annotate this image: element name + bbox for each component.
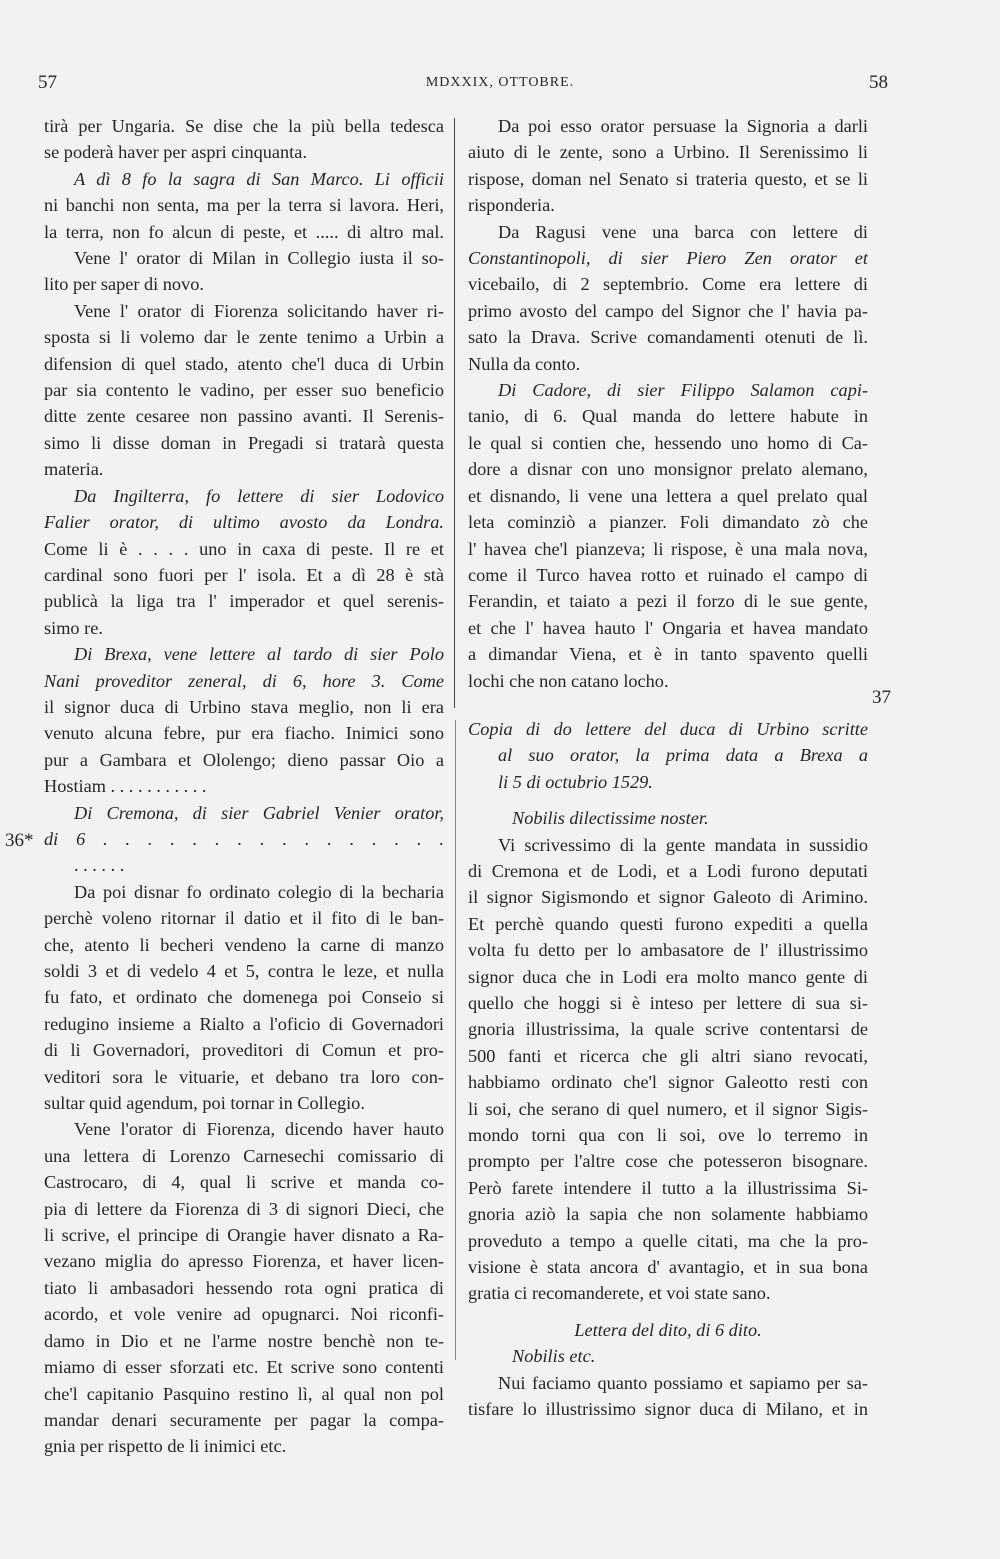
margin-note-left: 36* [5,830,34,851]
text-line: damo in Dio et ne l'arme nostre benchè non te- [44,1330,444,1351]
text-line: li soi, che serano di quel numero, et il signor Sigis- [468,1098,868,1119]
text-line: Da poi esso orator persuase la Signoria a darli [498,116,868,136]
text-line: il signor duca di Urbino stava meglio, non li era [44,696,444,717]
text-line: se poderà haver per aspri cinquanta. [44,142,307,163]
text-line: vicebailo, di 2 septembrio. Come era lettere di [468,274,868,295]
right-column [468,113,868,1423]
text-line: gnia per rispetto de li inimici etc. [44,1436,287,1457]
text-line: acordo, et vole venire ad opugnarci. Noi riconfi- [44,1304,444,1325]
text-line: Vi scrivessimo di la gente mandata in sussidio [498,834,868,855]
text-line: 500 fanti et ricerca che gli altri siano revocati, [468,1045,868,1066]
margin-note-right: 37 [872,687,891,708]
text-line: le qual si contien che, hessendo uno homo di Ca- [468,432,868,453]
text-line: pia di lettere da Fiorenza di 3 di signori Dieci, che [44,1198,444,1219]
text-line: Da Ingilterra, fo lettere di sier Lodovico [74,485,444,506]
text-line: simo li disse doman in Pregadi si tratarà questa [44,432,444,453]
text-line: il signor Sigismondo et signor Galeoto di Arimino. [468,887,868,908]
text-line: visione è stata ancora d' avantagio, et in sua bona [468,1257,868,1278]
text-line: Vene l' orator di Milan in Collegio iusta il so- [74,248,444,269]
text-line: rispose, doman nel Senato si trateria questo, et se li [468,168,868,189]
text-line: Constantinopoli, di sier Piero Zen orator et [468,248,868,269]
text-line: la terra, non fo alcun di peste, et ..... di altro mal. [44,221,444,242]
running-title: MDXXIX, OTTOBRE. [425,75,575,90]
text-line: redugino insieme a Rialto a l'oficio di Governadori [44,1013,444,1034]
text-line: Nui faciamo quanto possiamo et sapiamo per sa- [498,1372,868,1393]
text-line: primo avosto del campo del Signor che l' havia pa- [468,300,868,321]
text-line: Nulla da conto. [468,353,581,374]
text-line: Copia di do lettere del duca di Urbino scritte [468,718,868,739]
text-line: prompto per l'altre cose che potesseron bisognare. [468,1151,868,1172]
text-line: li scrive, el principe di Orangie haver disnato a Ra- [44,1225,444,1246]
text-line: di li Governadori, proveditori di Comun et pro- [44,1040,444,1061]
text-line: miamo di esser sforzati etc. Et scrive sono contenti [44,1357,444,1378]
text-line: Nobilis etc. [512,1346,596,1367]
text-line: risponderia. [468,195,555,216]
text-line: una lettera di Lorenzo Carnesechi comissario di [44,1145,444,1166]
text-line: Di Brexa, vene lettere al tardo di sier Polo [74,644,444,665]
text-line: tiato li ambasadori hessendo rota ogni pratica di [44,1277,444,1298]
text-line: habbiamo ordinato che'l signor Galeotto resti con [468,1072,868,1093]
text-line: et disnando, li vene una lettera a quel prelato qual [468,485,868,506]
text-line: sato la Drava. Scrive comandamenti otenuti de lì. [468,327,868,348]
text-line: di 6 . . . . . . . . . . . . . . . . [44,828,444,849]
text-line: par sia contento le vadino, per esser suo beneficio [44,380,444,401]
text-line: sposta si li volemo dar le zente tenimo a Urbin a [44,327,444,348]
text-line: dore a disnar con uno monsignor prelato alemano, [468,459,868,480]
text-line: . . . . . . [74,855,125,876]
text-line: gnoria aziò la sapia che non solamente habbiamo [468,1204,868,1225]
text-line: li 5 di octubrio 1529. [498,771,653,792]
text-line: soldi 3 et di vedelo 4 et 5, contra le leze, et nulla [44,961,444,981]
text-line: volta fu detto per lo ambasatore de l' illustrissimo [468,940,868,961]
text-line: Vene l' orator di Fiorenza solicitando haver ri- [74,300,444,321]
column-divider [454,118,455,708]
text-line: a dimandar Viena, et è in tanto spavento quelli [468,644,868,665]
text-line: ditte zente cesaree non passino avanti. Il Serenis- [44,406,444,427]
spacer [468,694,868,716]
text-line: quello che hoggi si è inteso per lettere di sua si- [468,993,868,1013]
text-line: Hostiam . . . . . . . . . . . [44,776,207,797]
text-line: veditori sora le vituarie, et debano tra loro con- [44,1066,444,1087]
text-line: Di Cadore, di sier Filippo Salamon capi- [498,380,868,401]
text-line: difension di quel stado, atento che'l duca di Urbin [44,353,444,374]
text-line: Ferandin, et taiato a pezi il forzo di le sue gente, [468,591,868,612]
text-line: venuto alcuna febre, pur era fiacho. Inimici sono [44,723,444,744]
page-header [0,72,1000,100]
text-line: Però farete intendere il tutto a la illustrissima Si- [468,1177,868,1198]
text-line: lito per saper di novo. [44,274,204,295]
page-number-right: 58 [869,72,888,93]
text-line: aiuto di le zente, sono a Urbino. Il Serenissimo li [468,142,868,163]
text-line: materia. [44,459,104,480]
text-line: che, atento li becheri vendeno la carne di manzo [44,934,444,955]
left-column [44,113,444,1460]
text-line: publicà la liga tra l' imperador et quel serenis- [44,591,444,612]
text-line: Nobilis dilectissime noster. [512,808,709,829]
text-line: ni banchi non senta, ma per la terra si lavora. Heri, [44,195,444,216]
text-line: tanio, di 6. Qual manda do lettere habute in [468,406,868,427]
text-line: cardinal sono fuori per l' isola. Et a dì 28 è stà [44,564,444,585]
text-line: sultar quid agendum, poi tornar in Collegio. [44,1093,365,1114]
text-line: Di Cremona, di sier Gabriel Venier orator, [74,802,444,823]
text-line: pur a Gambara et Ololengo; dieno passar Oio a [44,749,444,770]
text-line: che'l capitanio Pasquino restino lì, al qual non pol [44,1383,444,1404]
spacer [468,795,868,805]
text-line: fu fato, et ordinato che domenega poi Conseio si [44,987,444,1008]
text-line: vezano miglia do apresso Fiorenza, et haver licen- [44,1251,444,1272]
text-line: Da poi disnar fo ordinato colegio di la becharia [74,881,444,902]
text-line: lochi che non catano locho. [468,670,669,691]
text-line: Vene l'orator di Fiorenza, dicendo haver hauto [74,1119,444,1140]
spacer [468,1307,868,1317]
text-line: simo re. [44,617,103,638]
text-line: Come li è . . . . uno in caxa di peste. Il re et [44,538,444,559]
text-line: gnoria illustrissima, la quale scrive contentarsi de [468,1019,868,1040]
text-line: al suo orator, la prima data a Brexa a [498,745,868,766]
text-line: Da Ragusi vene una barca con lettere di [498,221,868,242]
text-line: signor duca che in Lodi era molto manco gente di [468,966,868,987]
text-line: Lettera del dito, di 6 dito. [574,1319,762,1340]
text-line: et che l' havea hauto l' Ongaria et havea mandato [468,617,868,638]
text-line: perchè voleno ritornar il datio et il fito di le ban- [44,908,444,929]
text-line: tisfare lo illustrissimo signor duca di Milano, et in [468,1399,868,1420]
text-line: gratia ci recomanderete, et voi state sano. [468,1283,771,1304]
text-line: mondo torni qua con li soi, ove lo terremo in [468,1125,868,1146]
page-number-left: 57 [38,72,57,93]
text-line: Nani proveditor zeneral, di 6, hore 3. Come [44,670,444,691]
text-line: l' havea che'l pianzeva; li rispose, è una mala nova, [468,538,868,559]
text-line: A dì 8 fo la sagra di San Marco. Li officii [74,168,444,189]
text-line: leta cominziò a pianzer. Foli dimandato zò che [468,512,868,533]
text-line: Castrocaro, di 4, qual li scrive et manda co- [44,1172,444,1193]
column-divider-lower [455,720,456,1360]
text-line: di Cremona et de Lodi, et a Lodi furono deputati [468,860,868,881]
text-line: proveduto a tempo a quelle citati, ma che la pro- [468,1230,868,1251]
text-line: tirà per Ungaria. Se dise che la più bella tedesca [44,116,444,136]
text-line: Et perchè quando questi furono expediti a quella [468,913,868,934]
text-line: mandar denari securamente per pagar la compa- [44,1409,444,1430]
text-line: come il Turco havea rotto et ruinado el campo di [468,564,868,585]
text-line: Falier orator, di ultimo avosto da Londra. [44,512,444,533]
